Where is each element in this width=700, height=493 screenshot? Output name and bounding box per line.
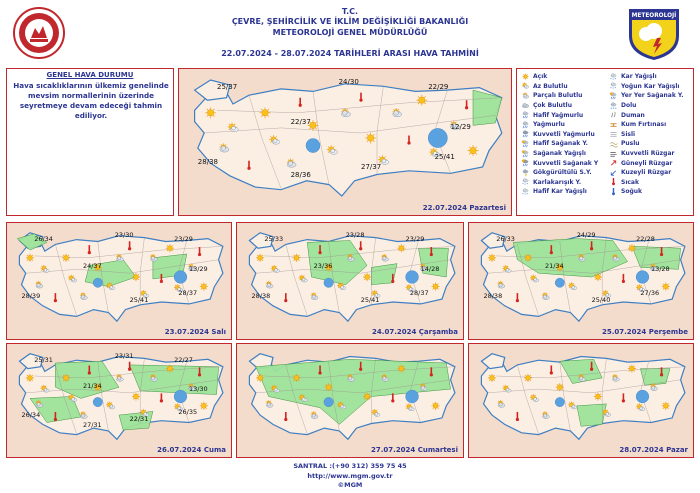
meteorology-logo-text: METEOROLOJİ [631, 13, 677, 19]
general-weather-title: GENEL HAVA DURUMU [46, 71, 134, 79]
map-date-label: 26.07.2024 Cuma [157, 446, 226, 454]
map-date-label: 25.07.2024 Perşembe [601, 328, 688, 336]
legend-label: Sağanak Yağışlı [533, 150, 586, 158]
general-weather-text: Hava sıcaklıklarının ülkemiz genelinde mevsim normallerinin üzerinde seyretmeye devam edeceği tahmin ediliyor. [13, 81, 169, 120]
temperature-label: 13/28 [650, 265, 670, 274]
footer-phone: SANTRAL :(+90 312) 359 75 45 [293, 462, 407, 470]
light-shower-icon [521, 140, 530, 148]
legend-item [521, 149, 598, 159]
legend-label: Güneyli Rüzgar [621, 159, 673, 167]
svg-text:*: * [612, 87, 614, 91]
day-map-panel[interactable] [236, 222, 464, 340]
main-forecast-map[interactable] [178, 68, 512, 216]
haze-icon [609, 140, 618, 148]
lake-shape [636, 390, 649, 403]
svg-text:*: * [614, 77, 617, 81]
sun-icon [397, 365, 405, 373]
temperature-label: 13/30 [188, 385, 208, 394]
header-agency: METEOROLOJİ GENEL MÜDÜRLÜĞÜ [272, 28, 428, 37]
sun-icon [363, 392, 371, 400]
legend-item [521, 101, 598, 111]
hail-icon [609, 102, 618, 110]
general-weather-box [6, 68, 174, 216]
temperature-label: 23/29 [174, 234, 193, 243]
header-tc: T.C. [341, 7, 359, 16]
temperature-label: 25/41 [129, 296, 149, 305]
temperature-label: 24/29 [576, 230, 596, 239]
legend-label: Kuvvetli Rüzgar [621, 150, 675, 158]
legend-right-column [609, 72, 684, 197]
sun-icon [524, 254, 532, 262]
heavy-snow-icon [609, 82, 618, 90]
temperature-label: 26/34 [21, 411, 41, 420]
rain-zone [640, 369, 670, 386]
svg-text:*: * [526, 193, 529, 196]
legend-item [609, 130, 684, 140]
legend-item [609, 178, 684, 188]
turkey-land-shape [195, 84, 502, 196]
temperature-label: 21/34 [82, 381, 102, 390]
legend-item [609, 101, 684, 111]
legend-item [521, 187, 598, 197]
temperature-label: 25/37 [217, 82, 238, 91]
sun-icon [62, 254, 70, 262]
temperature-label: 23/31 [114, 351, 134, 360]
map-date-label: 23.07.2024 Salı [164, 328, 226, 336]
turkey-map-graphic [469, 344, 693, 457]
temperature-label: 26/35 [178, 407, 198, 416]
cloud-icon [521, 102, 530, 110]
meteorology-logo-icon [626, 6, 682, 62]
temperature-label: 28/38 [483, 292, 503, 301]
map-date-label: 27.07.2024 Cumartesi [371, 446, 458, 454]
temperature-label: 14/28 [420, 265, 440, 274]
legend-item [609, 187, 684, 197]
snow-icon [609, 73, 618, 81]
legend-item [609, 168, 684, 178]
header [0, 0, 700, 64]
lake-shape [555, 278, 564, 287]
thunderstorm-icon [521, 169, 530, 177]
footer-website[interactable]: http://www.mgm.gov.tr [307, 472, 393, 480]
temperature-label: 23/30 [114, 230, 134, 239]
svg-text:*: * [524, 193, 526, 196]
fog-icon [609, 130, 618, 138]
temperature-label: 25/40 [591, 296, 611, 305]
turkey-map-graphic [179, 69, 511, 215]
map-date-label: 22.07.2024 Pazartesi [422, 204, 506, 212]
footer-copyright: ©MGM [337, 481, 363, 489]
sun-icon [200, 402, 208, 410]
legend-label: Puslu [621, 140, 640, 148]
legend-item [609, 149, 684, 159]
sun-icon [468, 145, 479, 156]
legend-label: Kum Fırtınası [621, 121, 667, 129]
temperature-label: 24/30 [338, 77, 359, 86]
lake-shape [555, 397, 564, 406]
sun-icon [26, 374, 34, 382]
legend-item [521, 91, 598, 101]
sun-icon [488, 254, 496, 262]
light-snow-icon [521, 188, 530, 196]
temperature-label: 22/27 [174, 355, 193, 364]
sun-icon [662, 283, 670, 291]
sun-icon [256, 374, 264, 382]
sun-icon [432, 402, 440, 410]
lake-shape [428, 128, 447, 147]
scattered-shower-icon [609, 92, 618, 100]
temperature-label: 28/38 [197, 158, 218, 167]
legend-label: Soğuk [621, 188, 642, 196]
header-ministry: ÇEVRE, ŞEHİRCİLİK VE İKLİM DEĞİŞİKLİĞİ BAKANLIĞI [231, 17, 469, 26]
temperature-label: 28/37 [178, 288, 198, 297]
legend-label: Sisli [621, 130, 636, 138]
temperature-label: 27/31 [82, 420, 102, 429]
temperature-label: 12/29 [450, 122, 471, 131]
lake-shape [93, 397, 102, 406]
temperature-label: 23/29 [405, 234, 425, 243]
legend-label: Yağmurlu [533, 121, 565, 129]
lake-shape [406, 271, 419, 284]
legend-item [609, 91, 684, 101]
svg-text:*: * [522, 193, 524, 196]
sun-icon [292, 374, 300, 382]
day-map-panel[interactable] [468, 343, 694, 458]
svg-text:*: * [614, 87, 617, 91]
temperature-label: 28/37 [409, 288, 429, 297]
legend-label: Kuvvetli Yağmurlu [533, 130, 595, 138]
legend-label: Gökgürültülü S.Y. [533, 169, 592, 177]
turkey-map-graphic [237, 344, 463, 457]
svg-text:*: * [610, 87, 612, 91]
temperature-label: 26/33 [496, 234, 515, 243]
sun-icon [521, 73, 530, 81]
smoke-icon [609, 111, 618, 119]
temperature-label: 22/29 [428, 82, 449, 91]
sun-icon [628, 244, 636, 252]
hot-icon [609, 178, 618, 186]
lake-shape [636, 271, 649, 284]
svg-text:*: * [610, 77, 612, 81]
legend-item [521, 120, 598, 130]
temperature-label: 27/36 [640, 288, 660, 297]
day-map-panel[interactable] [6, 222, 232, 340]
legend-item [521, 178, 598, 188]
legend-item [609, 120, 684, 130]
svg-text:*: * [526, 183, 529, 187]
sun-icon [363, 273, 371, 281]
svg-text:*: * [524, 183, 526, 187]
shower-icon [521, 150, 530, 158]
sun-icon [662, 402, 670, 410]
lake-shape [324, 397, 333, 406]
sun-icon [397, 244, 405, 252]
sun-icon [26, 254, 34, 262]
north-wind-icon [609, 169, 618, 177]
sun-icon [628, 365, 636, 373]
sun-icon [166, 244, 174, 252]
legend-label: Yer Yer Sağanak Y. [621, 92, 684, 100]
temperature-label: 28/36 [290, 170, 311, 179]
legend-label: Az Bulutlu [533, 82, 568, 90]
legend-item [521, 72, 598, 82]
temperature-label: 23/36 [313, 261, 333, 270]
legend-label: Çok Bulutlu [533, 102, 572, 110]
sun-icon [556, 383, 564, 391]
sun-icon [524, 374, 532, 382]
sun-icon [200, 283, 208, 291]
sun-icon [260, 107, 271, 118]
thrace-land-shape [481, 354, 504, 369]
sun-icon [166, 365, 174, 373]
legend-label: Sıcak [621, 178, 639, 186]
rain-icon [521, 121, 530, 129]
sun-icon [594, 273, 602, 281]
sun-icon [132, 273, 140, 281]
sun-icon [416, 95, 427, 106]
day-map-panel[interactable] [236, 343, 464, 458]
map-date-label: 24.07.2024 Çarşamba [372, 328, 458, 336]
lake-shape [174, 390, 187, 403]
temperature-label: 26/34 [34, 234, 53, 243]
header-date-range: 22.07.2024 - 28.07.2024 TARİHLERİ ARASI HAVA TAHMİNİ [221, 49, 479, 58]
sun-icon [432, 283, 440, 291]
sun-icon [365, 133, 376, 144]
svg-text:*: * [612, 78, 614, 81]
sandstorm-icon [609, 121, 618, 129]
legend-item [609, 110, 684, 120]
sun-cloud-icon [521, 82, 530, 90]
legend-item [521, 158, 598, 168]
lake-shape [406, 390, 419, 403]
legend-label: Açık [533, 73, 548, 81]
sun-icon [256, 254, 264, 262]
legend-item [609, 72, 684, 82]
legend-label: Parçalı Bulutlu [533, 92, 583, 100]
temperature-label: 13/29 [188, 265, 208, 274]
sun-icon [62, 374, 70, 382]
heavy-rain-icon [521, 130, 530, 138]
legend-label: Kuzeyli Rüzgar [621, 169, 672, 177]
lake-shape [306, 139, 320, 153]
day-map-panel[interactable] [468, 222, 694, 340]
heavy-shower-icon [521, 159, 530, 167]
legend-item [609, 82, 684, 92]
legend-label: Karlakarışık Y. [533, 178, 582, 186]
sun-icon [325, 383, 333, 391]
legend-item [609, 158, 684, 168]
legend-label: Dolu [621, 102, 637, 110]
sun-icon [132, 392, 140, 400]
temperature-label: 25/41 [434, 153, 455, 162]
legend [516, 68, 694, 216]
svg-text:*: * [522, 183, 524, 187]
lake-shape [174, 271, 187, 284]
legend-item [521, 110, 598, 120]
legend-item [521, 82, 598, 92]
temperature-label: 24/37 [82, 261, 102, 270]
partly-cloudy-icon [521, 92, 530, 100]
temperature-label: 25/33 [264, 234, 284, 243]
temperature-label: 22/31 [129, 415, 149, 424]
lake-shape [93, 278, 102, 287]
temperature-label: 28/39 [21, 292, 41, 301]
temperature-label: 22/28 [636, 234, 655, 243]
temperature-label: 25/31 [34, 355, 53, 364]
legend-item [521, 130, 598, 140]
legend-label: Hafif Yağmurlu [533, 111, 584, 119]
temperature-label: 23/28 [345, 230, 365, 239]
legend-label: Duman [621, 111, 645, 119]
legend-item [609, 139, 684, 149]
map-date-label: 28.07.2024 Pazar [619, 446, 688, 454]
sun-icon [488, 374, 496, 382]
sun-icon [205, 107, 216, 118]
cold-icon [609, 188, 618, 196]
legend-label: Yoğun Kar Yağışlı [621, 82, 680, 90]
day-map-panel[interactable] [6, 343, 232, 458]
south-wind-icon [609, 159, 618, 167]
legend-left-column [521, 72, 598, 197]
rain-zone [577, 404, 607, 426]
legend-label: Hafif Sağanak Y. [533, 140, 588, 148]
legend-label: Hafif Kar Yağışlı [533, 188, 587, 196]
temperature-label: 27/37 [361, 163, 382, 172]
light-rain-icon [521, 111, 530, 119]
legend-item [521, 168, 598, 178]
sun-icon [594, 392, 602, 400]
temperature-label: 25/41 [360, 296, 380, 305]
lake-shape [324, 278, 333, 287]
sun-icon [292, 254, 300, 262]
legend-item [521, 139, 598, 149]
sleet-icon [521, 178, 530, 186]
temperature-label: 21/34 [544, 261, 564, 270]
temperature-label: 22/37 [290, 117, 311, 126]
temperature-label: 28/38 [251, 292, 271, 301]
legend-label: Kar Yağışlı [621, 73, 657, 81]
legend-label: Kuvvetli Sağanak Y [533, 159, 599, 167]
strong-wind-icon [609, 150, 618, 158]
